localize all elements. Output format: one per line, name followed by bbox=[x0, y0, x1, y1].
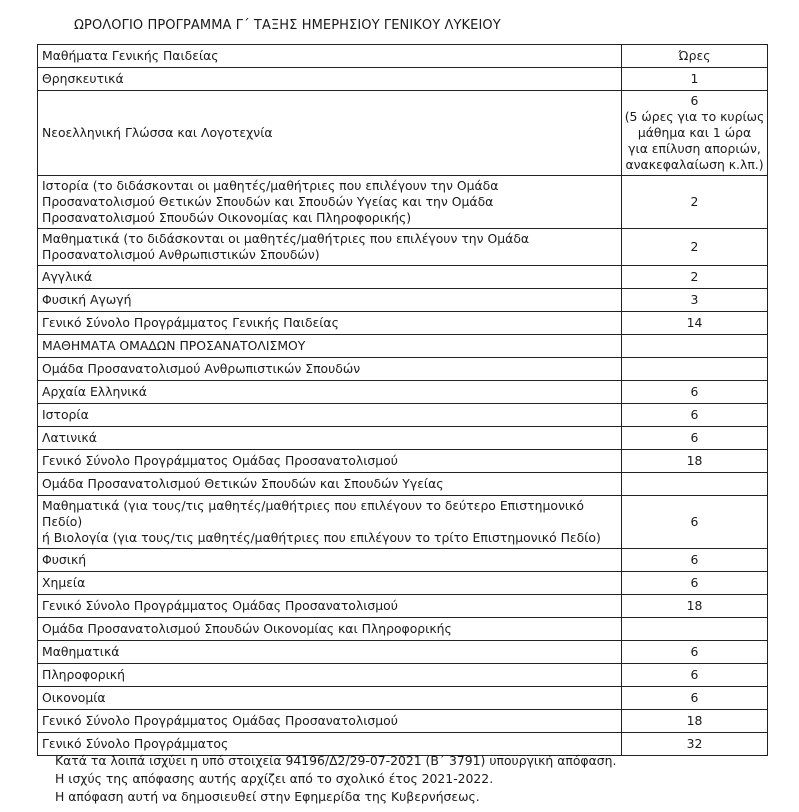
table-row bbox=[38, 68, 768, 91]
subject-cell: Λατινικά bbox=[38, 427, 622, 450]
subject-cell: Αρχαία Ελληνικά bbox=[38, 381, 622, 404]
subject-cell: Οικονομία bbox=[38, 687, 622, 710]
subject-cell: Θρησκευτικά bbox=[38, 68, 622, 91]
table-row bbox=[38, 91, 768, 176]
subject-line: ή Βιολογία (για τους/τις μαθητές/μαθήτριες που επιλέγουν το τρίτο Επιστημονικό Πεδίο) bbox=[42, 530, 601, 545]
subject-line: Μαθηματικά (το διδάσκονται οι μαθητές/μαθήτριες που επιλέγουν την Ομάδα bbox=[42, 231, 530, 246]
schedule-table bbox=[37, 44, 768, 756]
subject-header: Μαθήματα Γενικής Παιδείας bbox=[38, 45, 622, 68]
group-heading-cell: Ομάδα Προσανατολισμού Θετικών Σπουδών και Σπουδών Υγείας bbox=[38, 473, 622, 496]
subject-cell: Ιστορία bbox=[38, 404, 622, 427]
table-row bbox=[38, 618, 768, 641]
hours-cell: 6 bbox=[622, 404, 768, 427]
subject-cell: Μαθηματικά bbox=[38, 641, 622, 664]
hours-cell: 6 bbox=[622, 549, 768, 572]
table-row bbox=[38, 335, 768, 358]
subject-cell: Φυσική Αγωγή bbox=[38, 289, 622, 312]
hours-note-line: για επίλυση αποριών, bbox=[628, 141, 761, 156]
table-row bbox=[38, 176, 768, 229]
subject-line: Προσανατολισμού Ανθρωπιστικών Σπουδών) bbox=[42, 247, 320, 262]
hours-cell: 2 bbox=[622, 176, 768, 229]
table-row bbox=[38, 312, 768, 335]
table-row bbox=[38, 427, 768, 450]
table-row bbox=[38, 595, 768, 618]
hours-cell: 32 bbox=[622, 733, 768, 756]
hours-cell: 6 bbox=[622, 381, 768, 404]
table-row bbox=[38, 572, 768, 595]
table-row bbox=[38, 381, 768, 404]
note-line: Η απόφαση αυτή να δημοσιευθεί στην Εφημερίδα της Κυβερνήσεως. bbox=[55, 789, 480, 804]
table-row bbox=[38, 289, 768, 312]
subject-cell bbox=[38, 496, 622, 549]
subject-line: Προσανατολισμού Θετικών Σπουδών και Σπουδών Υγείας και την Ομάδα bbox=[42, 194, 494, 209]
subject-cell: Γενικό Σύνολο Προγράμματος Ομάδας Προσανατολισμού bbox=[38, 710, 622, 733]
hours-cell bbox=[622, 618, 768, 641]
hours-note-line: μάθημα και 1 ώρα bbox=[637, 125, 752, 140]
hours-cell bbox=[622, 335, 768, 358]
table-row bbox=[38, 641, 768, 664]
table-row bbox=[38, 664, 768, 687]
table-row bbox=[38, 496, 768, 549]
table-row bbox=[38, 266, 768, 289]
table-row bbox=[38, 710, 768, 733]
subject-line: Μαθηματικά (για τους/τις μαθητές/μαθήτριες που επιλέγουν το δεύτερο Επιστημονικό bbox=[42, 498, 584, 513]
table-row bbox=[38, 687, 768, 710]
hours-cell: 14 bbox=[622, 312, 768, 335]
subject-line: Προσανατολισμού Σπουδών Οικονομίας και Πληροφορικής) bbox=[42, 210, 412, 225]
section-heading-cell: ΜΑΘΗΜΑΤΑ ΟΜΑΔΩΝ ΠΡΟΣΑΝΑΤΟΛΙΣΜΟΥ bbox=[38, 335, 622, 358]
subject-cell: Χημεία bbox=[38, 572, 622, 595]
hours-cell: 6 bbox=[622, 687, 768, 710]
table-row bbox=[38, 549, 768, 572]
hours-cell: 6 bbox=[622, 641, 768, 664]
group-heading-cell: Ομάδα Προσανατολισμού Ανθρωπιστικών Σπουδών bbox=[38, 358, 622, 381]
table-row bbox=[38, 404, 768, 427]
hours-cell: 18 bbox=[622, 450, 768, 473]
hours-cell: 2 bbox=[622, 266, 768, 289]
subject-line: Πεδίο) bbox=[42, 514, 83, 529]
note-line: Η ισχύς της απόφασης αυτής αρχίζει από το σχολικό έτος 2021-2022. bbox=[55, 771, 494, 786]
group-heading-cell: Ομάδα Προσανατολισμού Σπουδών Οικονομίας και Πληροφορικής bbox=[38, 618, 622, 641]
hours-note-line: ανακεφαλαίωση κ.λπ.) bbox=[625, 157, 764, 172]
subject-cell: Φυσική bbox=[38, 549, 622, 572]
table-row bbox=[38, 358, 768, 381]
subject-cell: Πληροφορική bbox=[38, 664, 622, 687]
hours-value: 6 bbox=[690, 93, 699, 108]
hours-cell: 6 bbox=[622, 427, 768, 450]
document-title: ΩΡΟΛΟΓΙΟ ΠΡΟΓΡΑΜΜΑ Γ΄ ΤΑΞΗΣ ΗΜΕΡΗΣΙΟΥ ΓΕΝΙΚΟΥ ΛΥΚΕΙΟΥ bbox=[74, 18, 501, 33]
subject-cell: Γενικό Σύνολο Προγράμματος Ομάδας Προσανατολισμού bbox=[38, 595, 622, 618]
hours-cell: 2 bbox=[622, 229, 768, 266]
hours-cell bbox=[622, 473, 768, 496]
hours-cell: 1 bbox=[622, 68, 768, 91]
subject-cell: Νεοελληνική Γλώσσα και Λογοτεχνία bbox=[38, 91, 622, 176]
subject-cell: Γενικό Σύνολο Προγράμματος Γενικής Παιδείας bbox=[38, 312, 622, 335]
hours-cell: 18 bbox=[622, 710, 768, 733]
subject-cell bbox=[38, 229, 622, 266]
hours-cell: 6 bbox=[622, 496, 768, 549]
hours-cell: 3 bbox=[622, 289, 768, 312]
subject-cell: Γενικό Σύνολο Προγράμματος bbox=[38, 733, 622, 756]
subject-cell: Γενικό Σύνολο Προγράμματος Ομάδας Προσανατολισμού bbox=[38, 450, 622, 473]
hours-cell bbox=[622, 358, 768, 381]
hours-header: Ώρες bbox=[622, 45, 768, 68]
note-line: Κατά τα λοιπά ισχύει η υπό στοιχεία 94196/Δ2/29-07-2021 (Β΄ 3791) υπουργική απόφαση. bbox=[55, 753, 617, 768]
subject-cell: Αγγλικά bbox=[38, 266, 622, 289]
hours-cell: 6 bbox=[622, 572, 768, 595]
hours-cell bbox=[622, 91, 768, 176]
subject-line: Ιστορία (το διδάσκονται οι μαθητές/μαθήτριες που επιλέγουν την Ομάδα bbox=[42, 178, 499, 193]
table-row bbox=[38, 229, 768, 266]
table-row bbox=[38, 450, 768, 473]
hours-cell: 6 bbox=[622, 664, 768, 687]
table-header-row bbox=[38, 45, 768, 68]
table-row bbox=[38, 473, 768, 496]
hours-cell: 18 bbox=[622, 595, 768, 618]
subject-cell bbox=[38, 176, 622, 229]
closing-notes bbox=[55, 752, 616, 806]
hours-note-line: (5 ώρες για το κυρίως bbox=[624, 109, 765, 124]
